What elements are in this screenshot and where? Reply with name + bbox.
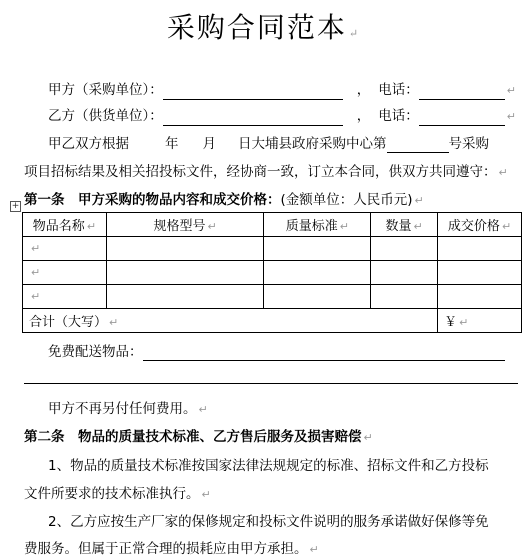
basis-text-4: 项目招标结果及相关招投标文件，经协商一致，订立本合同，供双方共同遵守： <box>24 164 497 180</box>
paragraph-mark: ↵ <box>414 194 424 207</box>
paragraph-mark: ↵ <box>31 242 41 255</box>
party-a-phone-label: 电话： <box>378 82 419 98</box>
delivery-label: 免费配送物品： <box>48 344 143 360</box>
table-header-cell: 质量标准 ↵ <box>264 213 371 237</box>
table-cell[interactable] <box>106 237 264 261</box>
party-b-phone-label: 电话： <box>378 108 419 124</box>
table-cell[interactable] <box>264 261 371 285</box>
table-row <box>23 261 522 285</box>
basis-year: 年 <box>165 136 179 152</box>
article-2-title: 第二条 物品的质量技术标准、乙方售后服务及损害赔偿 <box>24 429 362 445</box>
party-a-label: 甲方（采购单位）： <box>48 82 163 98</box>
article-2-p1-text: 1、物品的质量技术标准按国家法律法规规定的标准、招标文件和乙方投标 <box>48 458 489 474</box>
paragraph-mark: ↵ <box>348 27 361 40</box>
basis-month: 月 <box>202 136 216 152</box>
table-header-cell: 成交价格 ↵ <box>438 213 522 237</box>
title-text: 采购合同范本 <box>166 11 347 44</box>
article-2-p2-text-2: 费服务。但属于正常合理的损耗应由甲方承担。 <box>24 541 308 557</box>
no-extra-fee-text: 甲方不再另付任何费用。 <box>48 401 197 417</box>
table-cell[interactable] <box>264 237 371 261</box>
table-row <box>23 237 522 261</box>
delivery-continuation-line[interactable] <box>24 383 518 384</box>
table-row <box>23 285 522 309</box>
basis-text-2: 日大埔县政府采购中心第 <box>238 136 387 152</box>
party-a-blank[interactable] <box>163 85 343 100</box>
yuan-symbol: ￥ <box>444 315 458 330</box>
table-cell[interactable] <box>106 285 264 309</box>
article-2-p1-line2 <box>24 485 211 504</box>
delivery-blank[interactable] <box>143 346 505 361</box>
table-total-row <box>23 309 522 333</box>
table-cell[interactable] <box>371 285 438 309</box>
paragraph-mark: ↵ <box>31 290 41 303</box>
paragraph-mark: ↵ <box>309 543 319 556</box>
total-label-cell <box>23 309 438 333</box>
paragraph-mark: ↵ <box>459 316 469 329</box>
table-cell[interactable] <box>23 237 107 261</box>
party-a-phone-blank[interactable] <box>419 85 505 100</box>
table-cell[interactable] <box>264 285 371 309</box>
total-value-cell[interactable] <box>438 309 522 333</box>
table-header-cell: 数量 ↵ <box>371 213 438 237</box>
basis-line-2 <box>24 163 508 182</box>
paragraph-mark: ↵ <box>363 431 373 444</box>
party-b-label: 乙方（供货单位）： <box>48 108 163 124</box>
items-table <box>22 212 522 333</box>
table-cell[interactable] <box>438 237 522 261</box>
article-2-p2-line1 <box>48 513 489 531</box>
table-header-row <box>23 213 522 237</box>
paragraph-mark: ↵ <box>109 316 119 329</box>
paragraph-mark: ↵ <box>506 110 516 123</box>
party-a-line: 甲方（采购单位）： ， 电话： ↵ <box>48 82 516 98</box>
article-1-heading <box>24 191 424 210</box>
paragraph-mark: ↵ <box>413 220 423 233</box>
no-extra-fee-line <box>48 400 208 419</box>
paragraph-mark: ↵ <box>86 220 97 233</box>
paragraph-mark: ↵ <box>198 403 208 416</box>
table-move-handle-icon[interactable]: + <box>11 201 20 211</box>
paragraph-mark: ↵ <box>506 84 516 97</box>
paragraph-mark: ↵ <box>207 220 217 233</box>
delivery-line <box>48 343 505 361</box>
article-2-p2-text: 2、乙方应按生产厂家的保修规定和投标文件说明的服务承诺做好保修等免 <box>48 514 489 530</box>
paragraph-mark: ↵ <box>201 488 211 501</box>
article-2-p2-line2 <box>24 540 319 559</box>
basis-number-blank[interactable] <box>387 138 449 153</box>
party-b-phone-blank[interactable] <box>419 111 505 126</box>
table-header-cell: 物品名称 ↵ <box>23 213 107 237</box>
table-cell[interactable] <box>106 261 264 285</box>
article-2-p1-line1 <box>48 457 489 475</box>
basis-line-1 <box>48 135 489 153</box>
paragraph-mark: ↵ <box>339 220 349 233</box>
table-cell[interactable] <box>371 237 438 261</box>
total-label: 合计（大写） <box>29 315 108 330</box>
article-1-unit: (金额单位：人民币元) <box>280 192 413 208</box>
table-cell[interactable] <box>23 261 107 285</box>
table-cell[interactable] <box>438 261 522 285</box>
table-header-cell: 规格型号 ↵ <box>106 213 264 237</box>
table-cell[interactable] <box>371 261 438 285</box>
article-2-p1-text-2: 文件所要求的技术标准执行。 <box>24 486 200 502</box>
paragraph-mark: ↵ <box>31 266 41 279</box>
table-cell[interactable] <box>23 285 107 309</box>
party-b-line: 乙方（供货单位）： ， 电话： ↵ <box>48 108 516 124</box>
article-1-title: 第一条 甲方采购的物品内容和成交价格： <box>24 192 281 208</box>
basis-text-3: 号采购 <box>448 136 489 152</box>
paragraph-mark: ↵ <box>501 220 512 233</box>
party-b-blank[interactable] <box>163 111 343 126</box>
article-2-heading <box>24 428 373 447</box>
paragraph-mark: ↵ <box>498 166 508 179</box>
basis-text-1: 甲乙双方根据 <box>48 136 129 152</box>
table-cell[interactable] <box>438 285 522 309</box>
document-title <box>0 6 527 46</box>
